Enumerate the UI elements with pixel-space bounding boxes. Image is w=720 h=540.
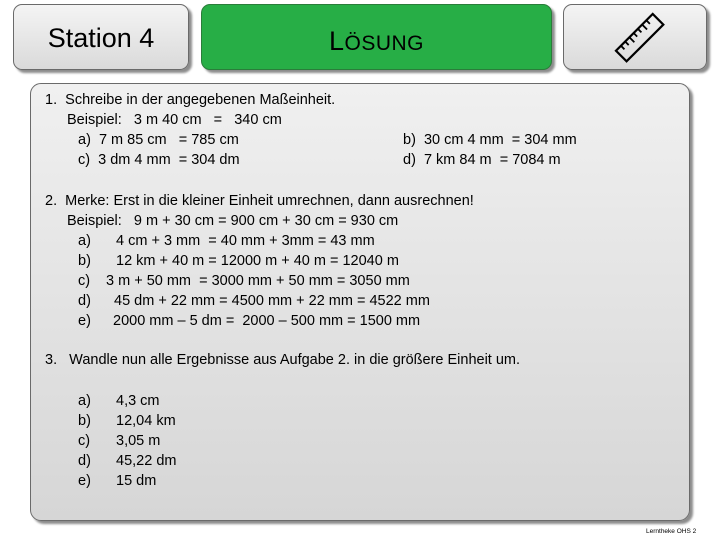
task3-label-c: c) <box>78 433 91 449</box>
footer-credit: Lerntheke OHS 2 <box>646 528 697 535</box>
task1-item-a: a) 7 m 85 cm = 785 cm <box>78 132 239 148</box>
task2-label-c: c) <box>78 273 91 289</box>
task3-text-b: 12,04 km <box>116 413 176 429</box>
solution-header <box>201 4 552 70</box>
task2-label-a: a) <box>78 233 91 249</box>
task2-text-b: 12 km + 40 m = 12000 m + 40 m = 12040 m <box>116 253 399 269</box>
task3-text-c: 3,05 m <box>116 433 161 449</box>
ruler-icon <box>612 10 668 66</box>
task2-text-e: 2000 mm – 5 dm = 2000 – 500 mm = 1500 mm <box>113 313 421 329</box>
task3-label-d: d) <box>78 453 91 469</box>
task1-item-d: d) 7 km 84 m = 7084 m <box>403 152 561 168</box>
solution-title-rest: ÖSUNG <box>344 32 425 55</box>
task2-label-b: b) <box>78 253 91 269</box>
task2-text-d: 45 dm + 22 mm = 4500 mm + 22 mm = 4522 mm <box>114 293 430 309</box>
task2-example: Beispiel: 9 m + 30 cm = 900 cm + 30 cm = 930 cm <box>67 213 399 229</box>
task2-text-c: 3 m + 50 mm = 3000 mm + 50 mm = 3050 mm <box>106 273 410 289</box>
task3-label-b: b) <box>78 413 91 429</box>
solution-title <box>202 25 551 60</box>
task2-text-a: 4 cm + 3 mm = 40 mm + 3mm = 43 mm <box>116 233 375 249</box>
task3-text-a: 4,3 cm <box>116 393 160 409</box>
task3-text-e: 15 dm <box>116 473 157 489</box>
task2-label-e: e) <box>78 313 91 329</box>
task3-text-d: 45,22 dm <box>116 453 177 469</box>
task3-heading: 3. Wandle nun alle Ergebnisse aus Aufgabe 2. in die größere Einheit um. <box>45 352 521 368</box>
task2-heading: 2. Merke: Erst in die kleiner Einheit umrechnen, dann ausrechnen! <box>45 193 474 209</box>
station-title: Station 4 <box>47 23 155 53</box>
task3-label-a: a) <box>78 393 91 409</box>
station-header <box>13 4 189 70</box>
task1-item-c: c) 3 dm 4 mm = 304 dm <box>78 152 240 168</box>
task1-example: Beispiel: 3 m 40 cm = 340 cm <box>67 112 282 128</box>
task1-item-b: b) 30 cm 4 mm = 304 mm <box>403 132 577 148</box>
task3-label-e: e) <box>78 473 91 489</box>
ruler-header <box>563 4 707 70</box>
solution-title-first: L <box>328 26 345 56</box>
task1-heading: 1. Schreibe in der angegebenen Maßeinheit. <box>45 92 336 108</box>
task2-label-d: d) <box>78 293 91 309</box>
